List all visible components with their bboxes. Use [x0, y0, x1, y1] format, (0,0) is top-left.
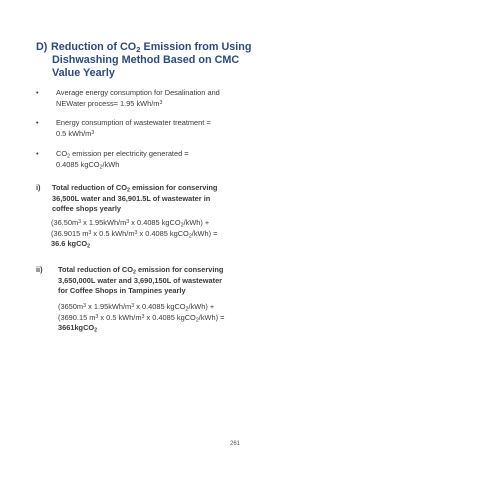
part-ii-h2: 3,650,000L water and 3,690,150L of wastewater — [58, 275, 223, 285]
part-i-result — [51, 239, 90, 248]
bullet-text — [56, 149, 189, 170]
part-i-c1-sub: 2 — [180, 222, 184, 229]
part-i-h1-b: emission for conserving — [129, 183, 218, 192]
bullet2-line2: 0.5 kWh/m — [56, 128, 92, 138]
heading-line3: Value Yearly — [52, 67, 115, 79]
page-number: 261 — [230, 441, 241, 447]
part-ii-c1-b: x 1.95kWh/m — [86, 302, 132, 311]
part-ii-label: ii) — [36, 265, 43, 274]
section-letter: D) — [36, 41, 48, 53]
part-i-c1-sup2: 3 — [126, 219, 130, 226]
part-ii-result-a: 3661kgCO — [58, 323, 95, 332]
part-i-c1-d: /kWh) + — [183, 218, 210, 227]
part-ii-calculation — [58, 302, 458, 323]
bullet-symbol: • — [36, 149, 39, 158]
heading-line1-b: Emission from Using — [140, 41, 252, 53]
part-ii-result — [58, 323, 458, 334]
part-i-c2-c: x 0.4085 kgCO — [137, 228, 189, 238]
bullet3-line2-b: /kWh — [102, 159, 120, 169]
part-ii-h1-sub: 2 — [133, 269, 136, 276]
part-i-c2-a: (36.9015 m — [51, 228, 89, 238]
part-ii-c2-sup1: 3 — [95, 313, 99, 320]
part-ii-c2-c: x 0.4085 kgCO — [144, 312, 196, 322]
part-i-c2-b: x 0.5 kWh/m — [91, 228, 135, 238]
part-i-h1-sub: 2 — [127, 187, 130, 194]
bullet3-line2-a: 0.4085 kgCO — [56, 159, 100, 169]
part-i-c2-sub: 2 — [188, 232, 192, 239]
bullet3-line2-sub: 2 — [99, 163, 103, 170]
bullet2-sup: 3 — [91, 129, 95, 136]
part-ii-result-sub: 2 — [94, 327, 98, 334]
part-i-h3: coffee shops yearly — [52, 204, 122, 213]
part-i-c1-a: (36.50m — [51, 218, 79, 227]
part-ii-c2-sub: 2 — [195, 316, 199, 323]
part-ii-c1-sup2: 3 — [131, 303, 135, 310]
part-ii-c1-sub: 2 — [185, 306, 189, 313]
part-ii-c1-a: (3650m — [58, 302, 84, 311]
heading-line2: Dishwashing Method Based on CMC — [52, 54, 240, 66]
bullet1-sup: 3 — [159, 99, 163, 106]
part-i-h2: 36,500L water and 36,901.5L of wastewater in — [52, 193, 211, 203]
bullet1-line1: Average energy consumption for Desalination and — [56, 88, 220, 97]
bullet3-line1-a: CO — [56, 149, 68, 158]
part-i-h1-a: Total reduction of CO — [52, 183, 127, 192]
part-i-c1-c: x 0.4085 kgCO — [129, 218, 181, 227]
part-ii-heading-text — [58, 265, 223, 297]
bullet-symbol: • — [36, 88, 39, 97]
part-i-c1-b: x 1.95kWh/m — [81, 218, 127, 227]
part-i-c2-sup2: 3 — [134, 229, 138, 236]
bullet-text — [56, 88, 220, 109]
bullet3-line1-b: emission per electricity generated = — [70, 149, 189, 158]
part-ii-c1-d: /kWh) + — [188, 302, 215, 311]
part-i-c1-sup1: 3 — [78, 219, 82, 226]
part-i-result-sub: 2 — [87, 243, 91, 250]
part-ii-h1-b: emission for conserving — [135, 265, 224, 274]
part-i-c2-sup1: 3 — [88, 229, 92, 236]
part-ii-c1-sup1: 3 — [83, 303, 87, 310]
heading-line1-a: Reduction of CO — [51, 41, 137, 53]
part-ii-c2-sup2: 3 — [141, 313, 145, 320]
part-i-c2-d: /kWh) = — [191, 228, 218, 238]
bullet2-line1: Energy consumption of wastewater treatment = — [56, 118, 211, 127]
bullet-symbol: • — [36, 118, 39, 127]
part-i-heading-text — [52, 183, 217, 215]
bullet-text — [56, 118, 211, 139]
part-ii-h3: for Coffee Shops in Tampines yearly — [58, 286, 186, 295]
bullet1-line2: NEWater process= 1.95 kWh/m — [56, 98, 160, 108]
part-ii-c2-d: /kWh) = — [198, 312, 225, 322]
part-i-calculation — [51, 218, 451, 250]
section-heading — [36, 41, 436, 80]
part-i-result-a: 36.6 kgCO — [51, 239, 88, 248]
part-ii-h1-a: Total reduction of CO — [58, 265, 133, 274]
part-ii-c2-b: x 0.5 kWh/m — [98, 312, 142, 322]
part-ii-c2-a: (3690.15 m — [58, 312, 96, 322]
part-ii-c1-c: x 0.4085 kgCO — [134, 302, 186, 311]
heading-line1-sub: 2 — [136, 44, 141, 54]
part-i-label: i) — [36, 183, 41, 192]
bullet3-line1-sub: 2 — [67, 153, 71, 160]
